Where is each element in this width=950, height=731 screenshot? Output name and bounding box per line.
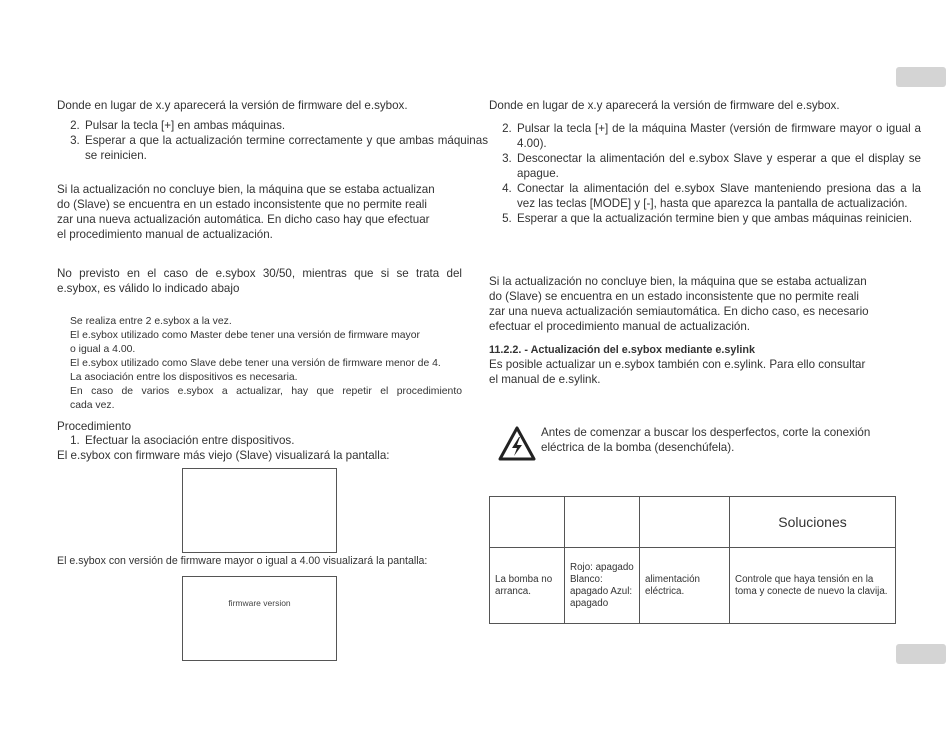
table-header-cell — [490, 497, 565, 548]
side-tab-bottom — [896, 644, 946, 664]
slave-screen-caption: El e.sybox con firmware más viejo (Slave) visualizará la pantalla: — [57, 449, 390, 462]
proc-steps-list — [57, 433, 488, 448]
left-steps-list — [57, 118, 488, 163]
procedimiento-label: Procedimiento — [57, 420, 132, 433]
right-fail-paragraph: Si la actualización no concluye bien, la máquina que se estaba actualizan do (Slave) se encuentra en un estado inconsistente que no permite reali zar una nueva actualización semiautomática. En dicho caso, es necesario efectuar el procedimiento manual de actualización. — [489, 275, 869, 333]
left-noprev-paragraph: No previsto en el caso de e.sybox 30/50, mientras que si se trata del e.sybox, es válido lo indicado abajo — [57, 267, 462, 295]
right-step-5: 5. Esperar a que la actualización termine bien y que ambas máquinas reinicien. — [515, 211, 921, 226]
master-screen-box — [182, 576, 337, 661]
table-cell-indications: Rojo: apagado Blanco: apagado Azul: apagado — [565, 548, 640, 624]
esylink-heading: 11.2.2. - Actualización del e.sybox mediante e.sylink — [489, 344, 756, 356]
proc-step-1: 1. Efectuar la asociación entre dispositivos. — [83, 433, 488, 448]
table-cell-solution: Controle que haya tensión en la toma y conecte de nuevo la clavija. — [730, 548, 896, 624]
left-fail-paragraph: Si la actualización no concluye bien, la máquina que se estaba actualizan do (Slave) se encuentra en un estado inconsistente que no permite reali zar una nueva actualización automática. En dicho caso hay que efectuar el procedimiento manual de actualización. — [57, 183, 435, 241]
table-cell-cause: alimentación eléctrica. — [640, 548, 730, 624]
troubleshooting-table — [489, 496, 896, 624]
warning-text: Antes de comenzar a buscar los desperfectos, corte la conexión eléctrica de la bomba (desenchúfela). — [541, 426, 871, 454]
electrical-warning-icon — [498, 426, 536, 462]
table-row — [490, 548, 896, 624]
table-header-cell — [565, 497, 640, 548]
right-intro-line: Donde en lugar de x.y aparecerá la versión de firmware del e.sybox. — [489, 99, 840, 112]
table-header-row — [490, 497, 896, 548]
firmware-version-label: firmware version — [228, 598, 291, 608]
slave-screen-box — [182, 468, 337, 553]
table-cell-problem: La bomba no arranca. — [490, 548, 565, 624]
right-steps-list — [489, 121, 921, 226]
left-notes-block: Se realiza entre 2 e.sybox a la vez. El e.sybox utilizado como Master debe tener una versión de firmware mayor o igual a 4.00. El e.sybox utilizado como Slave debe tener una versión de firmware menor de 4. La asociación entre los dispositivos es necesaria. En caso de varios e.sybox a actualizar, hay que repetir el procedimiento cada vez. — [70, 316, 462, 411]
right-step-4: 4. Conectar la alimentación del e.sybox Slave manteniendo presiona das a la vez las teclas [MODE] y [-], hasta que aparezca la pantalla de actualización. — [515, 181, 921, 211]
right-step-3: 3. Desconectar la alimentación del e.sybox Slave y esperar a que el display se apague. — [515, 151, 921, 181]
left-intro-line: Donde en lugar de x.y aparecerá la versión de firmware del e.sybox. — [57, 99, 408, 112]
table-header-solutions: Soluciones — [730, 497, 896, 548]
master-screen-caption: El e.sybox con versión de firmware mayor o igual a 4.00 visualizará la pantalla: — [57, 555, 428, 567]
left-step-3: 3. Esperar a que la actualización termine correctamente y que ambas máquinas se reinicien. — [83, 133, 488, 163]
right-step-2: 2. Pulsar la tecla [+] de la máquina Master (versión de firmware mayor o igual a 4.00). — [515, 121, 921, 151]
side-tab-top — [896, 67, 946, 87]
esylink-paragraph: Es posible actualizar un e.sybox también con e.sylink. Para ello consultar el manual de e.sylink. — [489, 358, 866, 386]
left-step-2: 2. Pulsar la tecla [+] en ambas máquinas. — [83, 118, 488, 133]
table-header-cell — [640, 497, 730, 548]
